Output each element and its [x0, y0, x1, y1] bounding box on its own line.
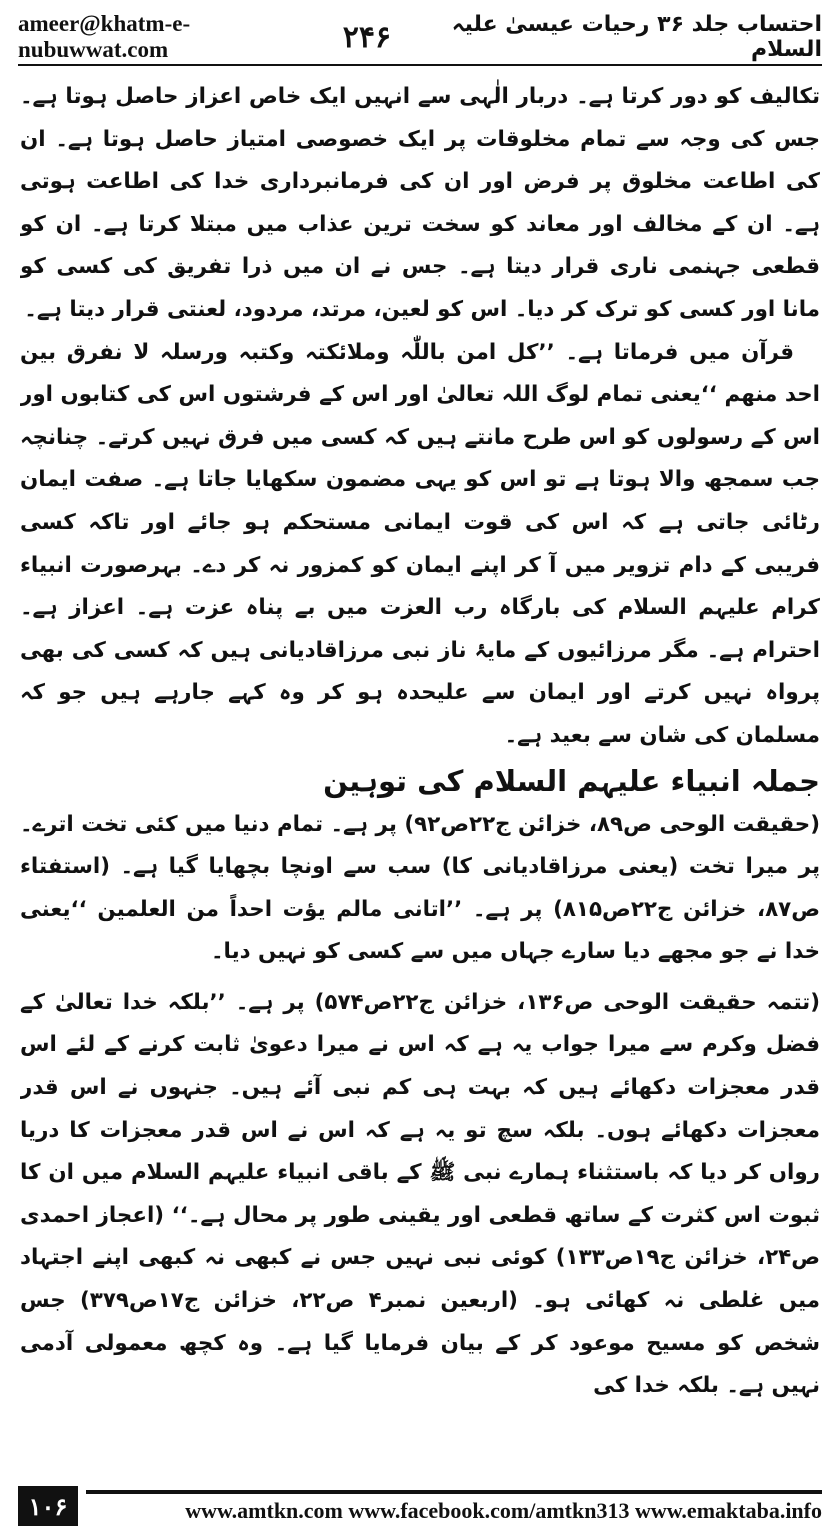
header-rule	[18, 64, 822, 66]
page-footer	[18, 1484, 822, 1532]
quote-paragraph-1: (حقیقت الوحی ص۸۹، خزائن ج۲۲ص۹۲) پر ہے۔ تمام دنیا میں کئی تخت اترے۔ پر میرا تخت (یعنی مرزاقادیانی کا) سب سے اونچا بچھایا گیا ہے۔ (استفتاء ص۸۷، خزائن ج۲۲ص۸۱۵) پر ہے۔ ’’اتانی مالم یؤت احداً من العلمین ‘‘یعنی خدا نے جو مجھے دیا سارے جہاں میں سے کسی کو نہیں دیا۔	[20, 811, 820, 965]
footer-rule	[86, 1490, 822, 1494]
page-header	[18, 11, 822, 62]
page-body	[20, 76, 820, 1471]
section-heading: جملہ انبیاء علیہم السلام کی توہین	[323, 763, 820, 798]
running-title: احتساب جلد ۳۶ رحیات عیسیٰ علیہ السلام	[451, 12, 822, 62]
body-paragraph-1: تکالیف کو دور کرتا ہے۔ دربار الٰہی سے انہیں ایک خاص اعزاز حاصل ہوتا ہے۔ جس کی وجہ سے تمام مخلوقات پر ایک خصوصی امتیاز حاصل ہوتا ہے۔ ان کی اطاعت مخلوق پر فرض اور ان کی فرمانبرداری خدا کی اطاعت ہوتی ہے۔ ان کے مخالف اور معاند کو سخت ترین عذاب میں مبتلا کرتا ہے۔ ان کو قطعی جہنمی ناری قرار دیتا ہے۔ جس نے ان میں ذرا تفریق کی کسی کو مانا اور کسی کو ترک کر دیا۔ اس کو لعین، مرتد، مردود، لعنتی قرار دیتا ہے۔	[20, 84, 820, 322]
header-page-number: ۲۴۶	[342, 19, 392, 55]
footer-page-number: ۱۰۶	[18, 1486, 78, 1526]
body-paragraph-2: قرآن میں فرماتا ہے۔ ’’کل امن باللّٰہ وملائکتہ وکتبہ ورسلہ لا نفرق بین احد منھم ‘‘یعنی تمام لوگ اللہ تعالیٰ اور اس کے فرشتوں اس کی کتابوں اور اس کے رسولوں کو اس طرح مانتے ہیں کہ کسی میں فرق نہیں کرتے۔ چنانچہ جب سمجھ والا ہوتا ہے تو اس کو یہی مضمون سکھایا جاتا ہے۔ صفت ایمان رٹائی جاتی ہے کہ اس کی قوت ایمانی مستحکم ہو جائے اور تاکہ کسی فریبی کے دام تزویر میں آ کر اپنے ایمان کو کمزور نہ کر دے۔ بہرصورت انبیاء کرام علیہم السلام کی بارگاہ رب العزت میں بے پناہ عزت ہے۔ اعزاز ہے۔ احترام ہے۔ مگر مرزائیوں کے مایۂ ناز نبی مرزاقادیانی ہیں کہ کسی کی بھی پرواہ نہیں کرتے اور ایمان سے علیحدہ ہو کر وہ کہے جارہے ہیں جو کہ مسلمان کی شان سے بعید ہے۔	[20, 339, 820, 748]
footer-urls: www.amtkn.com www.facebook.com/amtkn313 www.emaktaba.info	[185, 1498, 822, 1523]
header-left-group	[18, 11, 391, 63]
quote-paragraph-2: (تتمہ حقیقت الوحی ص۱۳۶، خزائن ج۲۲ص۵۷۴) پر ہے۔ ’’بلکہ خدا تعالیٰ کے فضل وکرم سے میرا جواب یہ ہے کہ اس نے میرا دعویٰ ثابت کرنے کے لئے اس قدر معجزات دکھائے ہیں کہ بہت ہی کم نبی آئے ہیں۔ جنہوں نے اس قدر معجزات دکھائے ہوں۔ بلکہ سچ تو یہ ہے کہ اس نے اس قدر معجزات کا دریا رواں کر دیا کہ باستثناء ہمارے نبی ﷺ کے باقی انبیاء علیہم السلام میں ان کا ثبوت اس کثرت کے ساتھ قطعی اور یقینی طور پر محال ہے۔‘‘ (اعجاز احمدی ص۲۴، خزائن ج۱۹ص۱۳۳) کوئی نبی نہیں جس نے کبھی نہ کبھی اپنے اجتہاد میں غلطی نہ کھائی ہو۔ (اربعین نمبر۴ ص۲۲، خزائن ج۱۷ص۳۷۹) جس شخص کو مسیح موعود کر کے بیان فرمایا گیا ہے۔ وہ کچھ معمولی آدمی نہیں ہے۔ بلکہ خدا کی	[20, 989, 820, 1399]
header-email: ameer@khatm-e-nubuwwat.com	[18, 11, 191, 62]
